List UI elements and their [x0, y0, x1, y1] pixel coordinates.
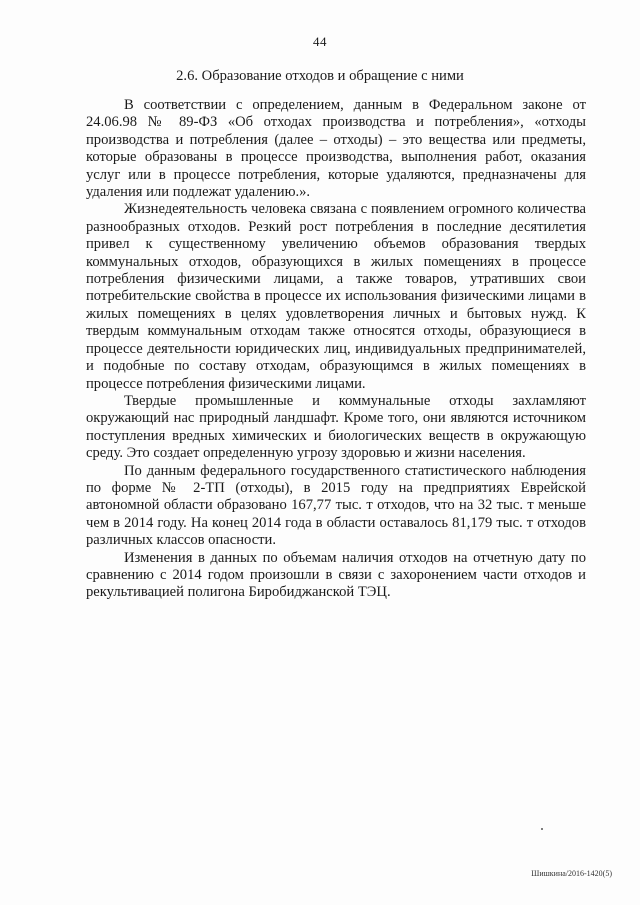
- footer-document-code: Шишкина/2016-1420(5): [531, 869, 612, 878]
- page-number: 44: [313, 34, 327, 49]
- paragraph-changes: Изменения в данных по объемам наличия отходов на отчетную дату по сравнению с 2014 годом произошли в связи с захоронением части отходов и рекультивацией полигона Биробиджанской ТЭЦ.: [86, 549, 586, 601]
- paragraph-definition: В соответствии с определением, данным в Федеральном законе от 24.06.98 № 89-ФЗ «Об отходах производства и потребления», «отходы производства и потребления (далее – отходы) – это вещества или предметы, которые образованы в процессе производства, выполнения работ, оказания услуг или в процессе потребления, которые удаляются, предназначены для удаления или подлежат удалению.».: [86, 97, 586, 201]
- paragraph-consumption: Жизнедеятельность человека связана с появлением огромного количества разнообразных отходов. Резкий рост потребления в последние десятилетия привел к существенному увеличению объемов образования твердых коммунальных отходов, образующихся в жилых помещениях в процессе потребления физическими лицами, а также товаров, утративших свои потребительские свойства в процессе их использования физическими лицами в жилых помещениях в целях удовлетворения личных и бытовых нужд. К твердым коммунальным отходам также относятся отходы, образующиеся в процессе деятельности юридических лиц, индивидуальных предпринимателей, и подобные по составу отходам, образующимся в жилых помещениях в процессе потребления физическими лицами.: [86, 201, 586, 392]
- body-text: [86, 97, 586, 602]
- section-heading: 2.6. Образование отходов и обращение с ними: [176, 68, 464, 84]
- paragraph-pollution: Твердые промышленные и коммунальные отходы захламляют окружающий нас природный ландшафт. Кроме того, они являются источником поступления вредных химических и биологических веществ в окружающую среду. Это создает определенную угрозу здоровью и жизни населения.: [86, 392, 586, 462]
- paragraph-statistics: По данным федерального государственного статистического наблюдения по форме № 2-ТП (отходы), в 2015 году на предприятиях Еврейской автономной области образовано 167,77 тыс. т отходов, что на 32 тыс. т меньше чем в 2014 году. На конец 2014 года в области оставалось 81,179 тыс. т отходов различных классов опасности.: [86, 462, 586, 549]
- scan-dot-mark: [541, 828, 543, 830]
